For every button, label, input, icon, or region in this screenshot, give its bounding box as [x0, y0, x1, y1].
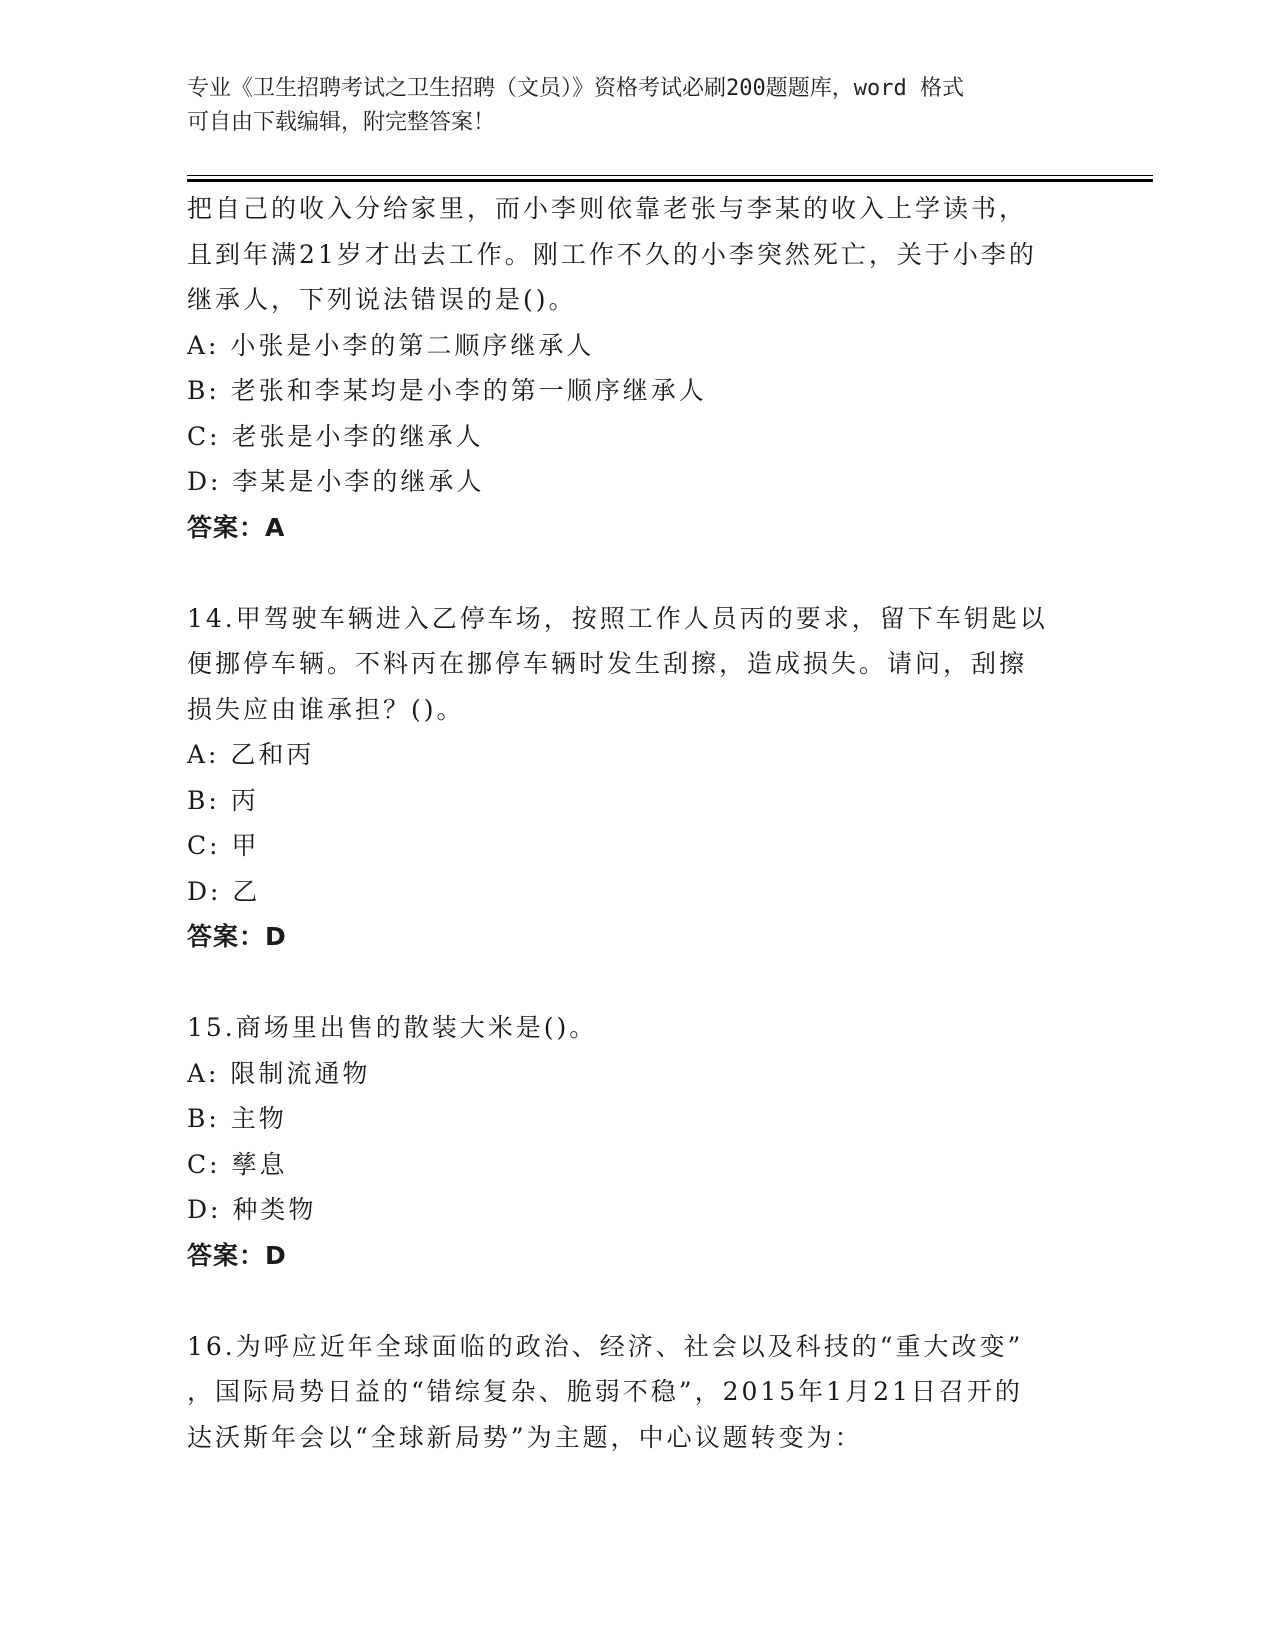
spacer: [187, 960, 1087, 1006]
option-c: C: 老张是小李的继承人: [187, 421, 484, 451]
header-title-line-2: 可自由下载编辑，附完整答案！: [187, 110, 496, 135]
spacer: [187, 550, 1087, 596]
option-d: D: 李某是小李的继承人: [187, 467, 485, 496]
option-c: C: 甲: [187, 831, 260, 860]
question-15: [187, 1005, 1087, 1278]
question-text: ，国际局势日益的“错综复杂、脆弱不稳”，2015年1月21日召开的: [187, 1377, 1023, 1406]
document-header: [187, 72, 1107, 140]
option-c: C: 孳息: [187, 1149, 288, 1179]
question-list: [187, 186, 1087, 1460]
question-text: 14.甲驾驶车辆进入乙停车场，按照工作人员丙的要求，留下车钥匙以: [187, 603, 1048, 633]
question-text: 且到年满21岁才出去工作。刚工作不久的小李突然死亡，关于小李的: [187, 239, 1037, 269]
answer-label: 答案：D: [187, 1240, 287, 1270]
header-title-line-1: 专业《卫生招聘考试之卫生招聘（文员）》资格考试必刷200题题库，word 格式: [187, 76, 964, 101]
question-text: 达沃斯年会以“全球新局势”为主题，中心议题转变为：: [187, 1422, 863, 1452]
option-b: B: 主物: [187, 1104, 287, 1133]
option-a: A: 小张是小李的第二顺序继承人: [187, 330, 595, 360]
header-divider-thick: [187, 179, 1153, 182]
option-a: A: 乙和丙: [187, 740, 315, 769]
option-d: D: 种类物: [187, 1195, 317, 1224]
answer-label: 答案：A: [187, 512, 286, 542]
question-text: 便挪停车辆。不料丙在挪停车辆时发生刮擦，造成损失。请问，刮擦: [187, 649, 1028, 678]
question-text: 15.商场里出售的散装大米是()。: [187, 1013, 598, 1042]
answer-label: 答案：D: [187, 922, 287, 951]
option-b: B: 老张和李某均是小李的第一顺序继承人: [187, 376, 707, 405]
spacer: [187, 1278, 1087, 1324]
question-text: 损失应由谁承担？()。: [187, 694, 465, 724]
question-16: [187, 1324, 1087, 1461]
question-13: [187, 186, 1087, 550]
option-a: A: 限制流通物: [187, 1058, 371, 1088]
question-14: [187, 596, 1087, 960]
header-divider-thin: [187, 175, 1153, 176]
question-text: 继承人，下列说法错误的是()。: [187, 285, 577, 314]
question-text: 把自己的收入分给家里，而小李则依靠老张与李某的收入上学读书，: [187, 194, 1028, 223]
option-b: B: 丙: [187, 785, 259, 815]
option-d: D: 乙: [187, 876, 261, 906]
question-text: 16.为呼应近年全球面临的政治、经济、社会以及科技的“重大改变”: [187, 1331, 1024, 1361]
